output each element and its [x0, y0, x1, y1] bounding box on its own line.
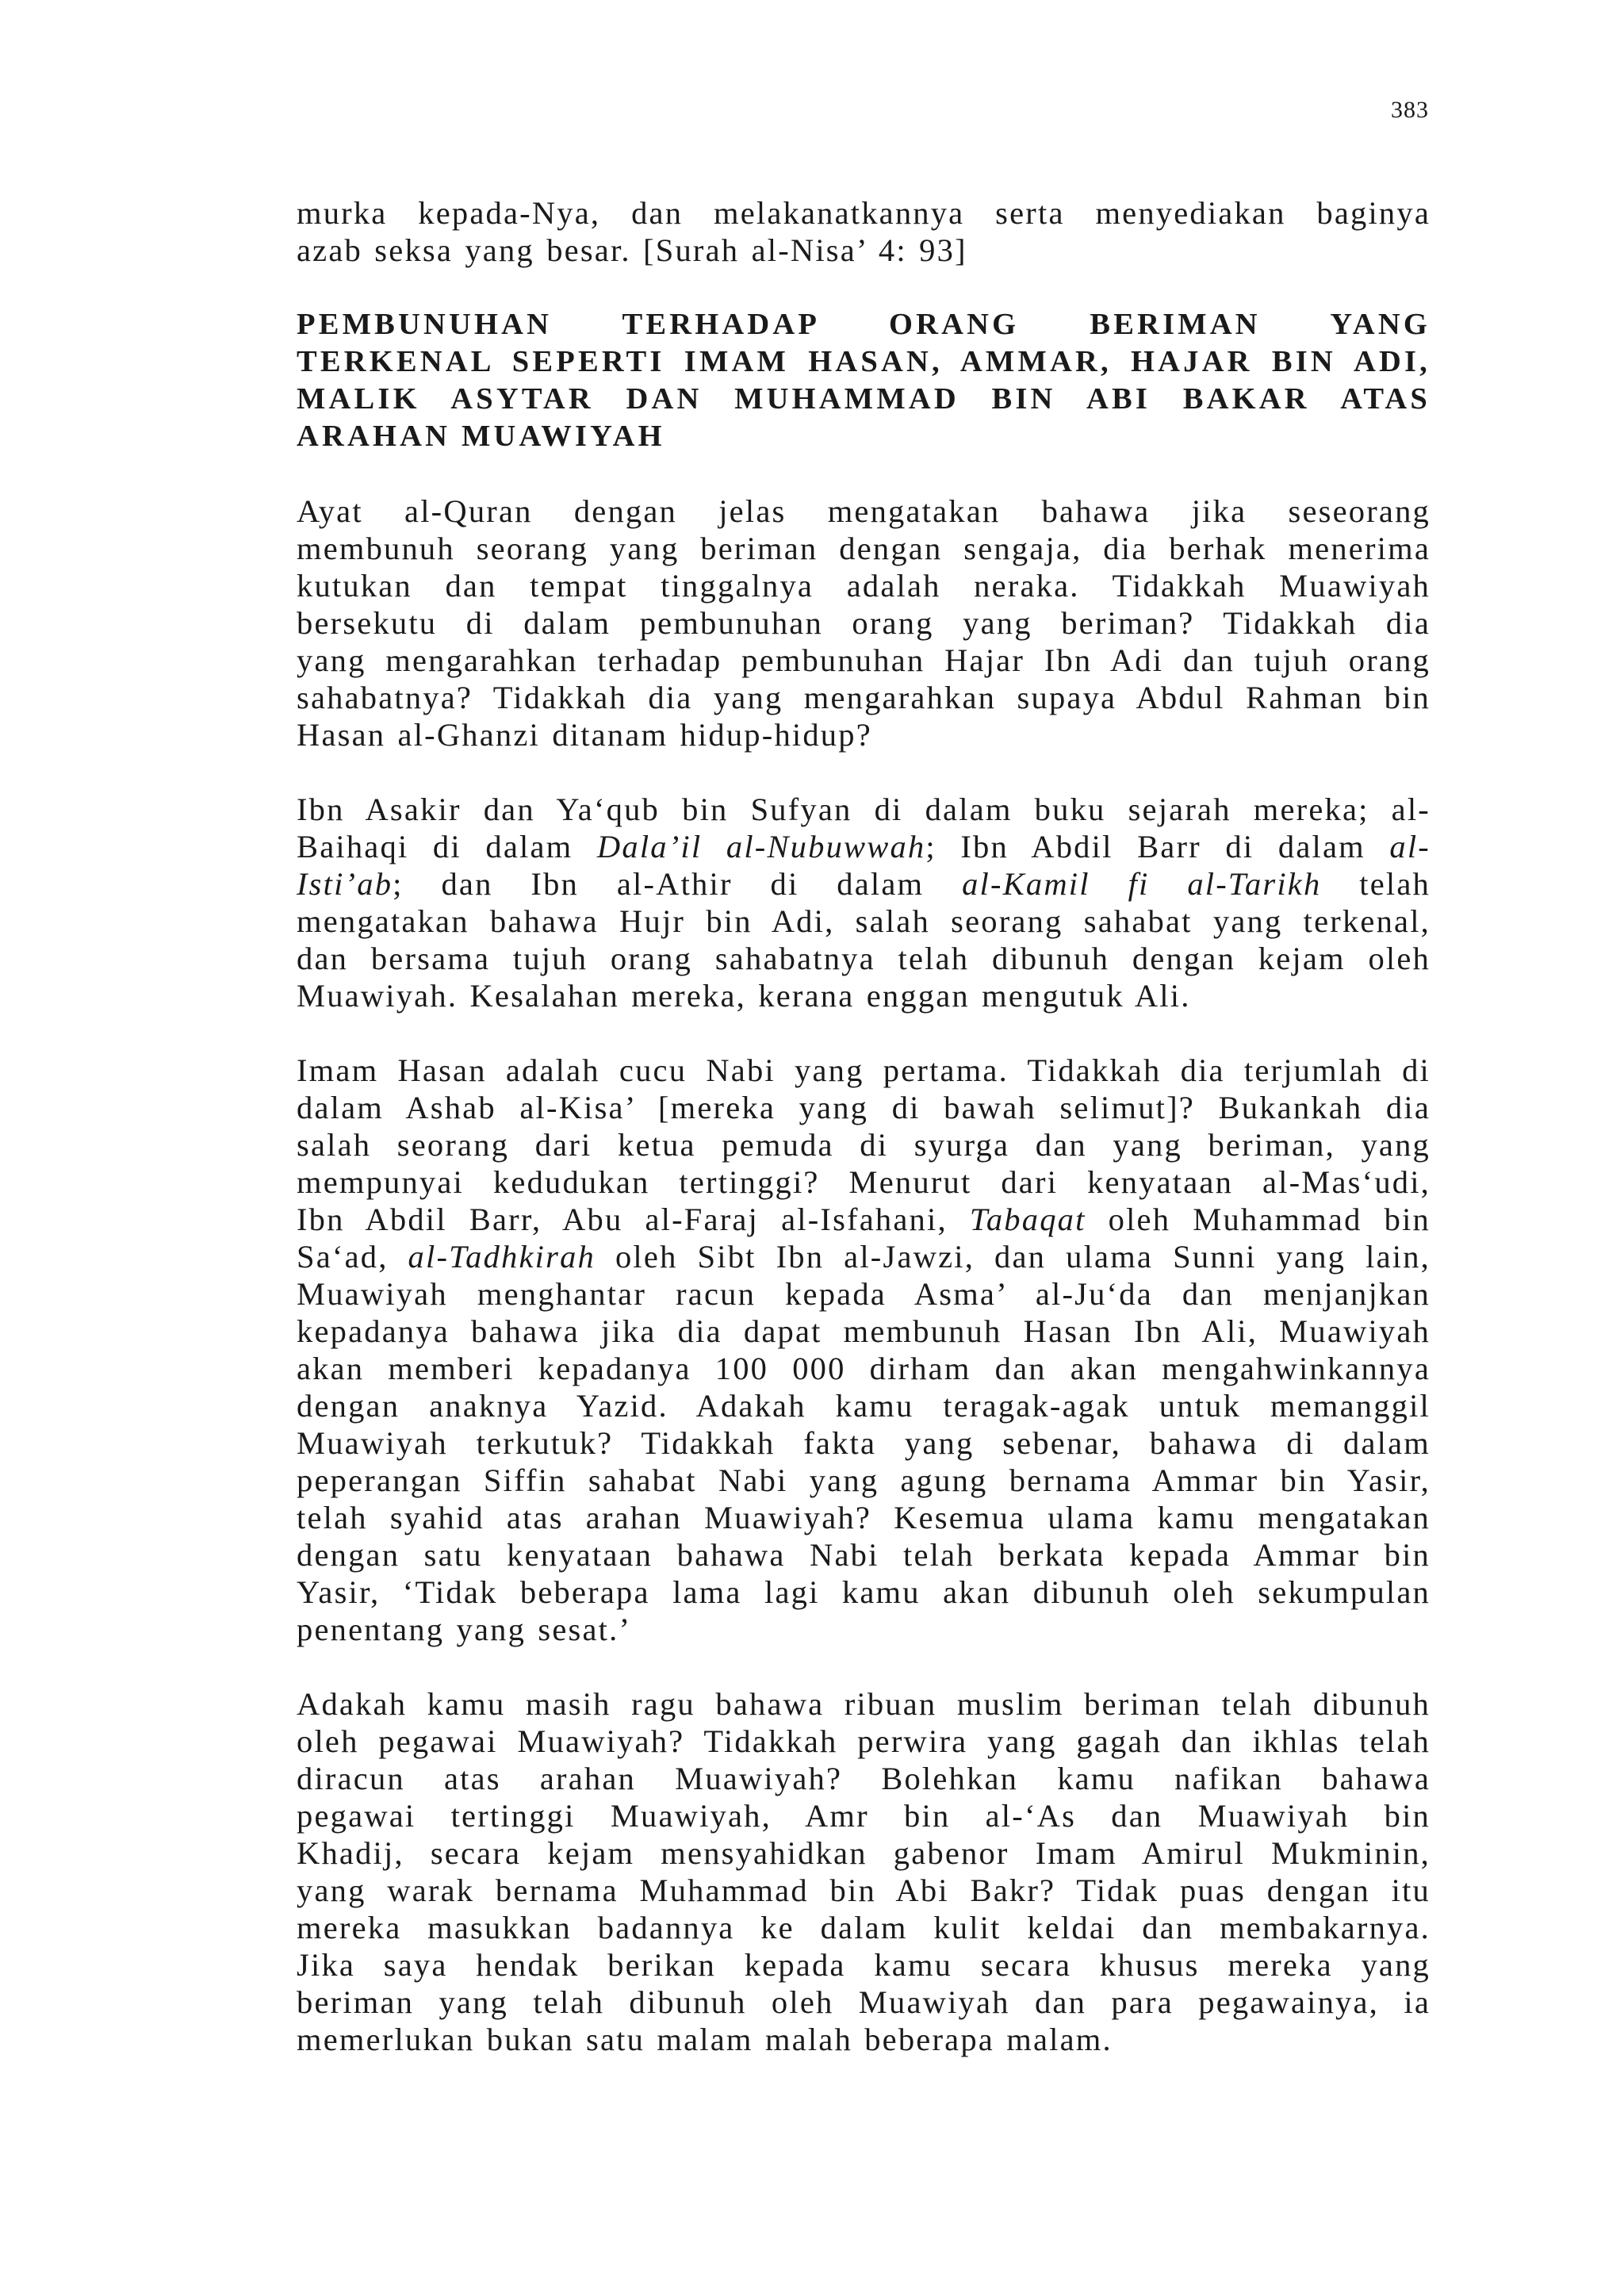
text-line: [297, 1201, 1431, 1238]
text-line: penentang yang sesat.’: [297, 1612, 632, 1647]
text-line: [297, 1238, 1431, 1275]
text-line: oleh pegawai Muawiyah? Tidakkah perwira yang gagah dan ikhlas telah: [297, 1723, 1431, 1759]
text-run: ; dan Ibn al-Athir di dalam: [393, 866, 963, 902]
text-run: telah: [1321, 866, 1431, 902]
page-body: [297, 194, 1431, 2058]
text-line: mengatakan bahawa Hujr bin Adi, salah seorang sahabat yang terkenal,: [297, 903, 1431, 939]
text-line: beriman yang telah dibunuh oleh Muawiyah dan para pegawainya, ia: [297, 1984, 1431, 2020]
text-line: Khadij, secara kejam mensyahidkan gabenor Imam Amirul Mukminin,: [297, 1835, 1431, 1871]
page-number: 383: [1391, 97, 1429, 123]
text-line: dan bersama tujuh orang sahabatnya telah dibunuh dengan kejam oleh: [297, 941, 1431, 976]
text-line: mereka masukkan badannya ke dalam kulit keldai dan membakarnya.: [297, 1910, 1431, 1945]
heading-line: PEMBUNUHAN TERHADAP ORANG BERIMAN YANG: [297, 308, 1431, 341]
text-line: Hasan al-Ghanzi ditanam hidup-hidup?: [297, 717, 872, 753]
text-line: kutukan dan tempat tinggalnya adalah neraka. Tidakkah Muawiyah: [297, 568, 1431, 604]
text-line: telah syahid atas arahan Muawiyah? Kesemua ulama kamu mengatakan: [297, 1500, 1431, 1535]
book-title: Tabaqat: [969, 1202, 1086, 1237]
text-line: azab seksa yang besar. [Surah al-Nisa’ 4: 93]: [297, 232, 967, 268]
text-line: yang mengarahkan terhadap pembunuhan Hajar Ibn Adi dan tujuh orang: [297, 642, 1431, 678]
text-run: ; Ibn Abdil Barr di dalam: [925, 829, 1390, 864]
text-run: Ibn Abdil Barr, Abu al-Faraj al-Isfahani,: [297, 1202, 970, 1237]
text-line: Jika saya hendak berikan kepada kamu secara khusus mereka yang: [297, 1947, 1431, 1983]
text-line: membunuh seorang yang beriman dengan sengaja, dia berhak menerima: [297, 531, 1431, 566]
paragraph-4: [297, 1685, 1431, 2058]
text-run: oleh Muhammad bin: [1086, 1202, 1431, 1237]
text-line: [297, 865, 1431, 903]
text-run: oleh Sibt Ibn al-Jawzi, dan ulama Sunni yang lain,: [595, 1239, 1431, 1274]
text-line: kepadanya bahawa jika dia dapat membunuh Hasan Ibn Ali, Muawiyah: [297, 1313, 1431, 1349]
text-line: Imam Hasan adalah cucu Nabi yang pertama. Tidakkah dia terjumlah di: [297, 1052, 1431, 1088]
text-line: peperangan Siffin sahabat Nabi yang agung bernama Ammar bin Yasir,: [297, 1462, 1431, 1498]
text-line: Muawiyah terkutuk? Tidakkah fakta yang sebenar, bahawa di dalam: [297, 1425, 1431, 1461]
book-title: al-: [1389, 829, 1431, 864]
text-line: yang warak bernama Muhammad bin Abi Bakr? Tidak puas dengan itu: [297, 1872, 1431, 1908]
text-line: [297, 828, 1431, 865]
intro-paragraph: [297, 194, 1431, 269]
text-line: memerlukan bukan satu malam malah beberapa malam.: [297, 2022, 1113, 2057]
text-line: dalam Ashab al-Kisa’ [mereka yang di bawah selimut]? Bukankah dia: [297, 1090, 1431, 1125]
text-line: Adakah kamu masih ragu bahawa ribuan muslim beriman telah dibunuh: [297, 1686, 1431, 1722]
text-line: Yasir, ‘Tidak beberapa lama lagi kamu akan dibunuh oleh sekumpulan: [297, 1574, 1431, 1610]
book-title: al-Kamil fi al-Tarikh: [962, 866, 1322, 902]
heading-line: MALIK ASYTAR DAN MUHAMMAD BIN ABI BAKAR ATAS: [297, 382, 1431, 416]
text-line: mempunyai kedudukan tertinggi? Menurut dari kenyataan al-Mas‘udi,: [297, 1164, 1431, 1200]
heading-line: TERKENAL SEPERTI IMAM HASAN, AMMAR, HAJAR BIN ADI,: [297, 345, 1431, 378]
text-line: Ibn Asakir dan Ya‘qub bin Sufyan di dalam buku sejarah mereka; al-: [297, 792, 1431, 827]
text-line: dengan anaknya Yazid. Adakah kamu teragak-agak untuk memanggil: [297, 1388, 1431, 1424]
text-line: bersekutu di dalam pembunuhan orang yang beriman? Tidakkah dia: [297, 605, 1431, 641]
text-line: murka kepada-Nya, dan melakanatkannya serta menyediakan baginya: [297, 195, 1431, 231]
text-line: Muawiyah menghantar racun kepada Asma’ al-Ju‘da dan menjanjkan: [297, 1276, 1431, 1312]
text-line: akan memberi kepadanya 100 000 dirham dan akan mengahwinkannya: [297, 1351, 1431, 1386]
text-line: sahabatnya? Tidakkah dia yang mengarahkan supaya Abdul Rahman bin: [297, 680, 1431, 715]
paragraph-2: [297, 791, 1431, 1014]
paragraph-3: [297, 1052, 1431, 1648]
text-line: Ayat al-Quran dengan jelas mengatakan bahawa jika seseorang: [297, 493, 1431, 529]
book-title: Dala’il al-Nubuwwah: [596, 829, 926, 864]
text-line: Muawiyah. Kesalahan mereka, kerana enggan mengutuk Ali.: [297, 978, 1191, 1014]
section-heading: [297, 306, 1431, 455]
text-line: pegawai tertinggi Muawiyah, Amr bin al-‘As dan Muawiyah bin: [297, 1798, 1431, 1834]
text-run: Baihaqi di dalam: [297, 829, 597, 864]
book-title: al-Tadhkirah: [408, 1239, 596, 1274]
book-title: Isti’ab: [297, 866, 393, 902]
paragraph-1: [297, 493, 1431, 753]
text-line: diracun atas arahan Muawiyah? Bolehkan kamu nafikan bahawa: [297, 1761, 1431, 1796]
text-line: salah seorang dari ketua pemuda di syurga dan yang beriman, yang: [297, 1127, 1431, 1163]
heading-line: ARAHAN MUAWIYAH: [297, 420, 665, 453]
text-line: dengan satu kenyataan bahawa Nabi telah berkata kepada Ammar bin: [297, 1537, 1431, 1573]
text-run: Sa‘ad,: [297, 1239, 408, 1274]
